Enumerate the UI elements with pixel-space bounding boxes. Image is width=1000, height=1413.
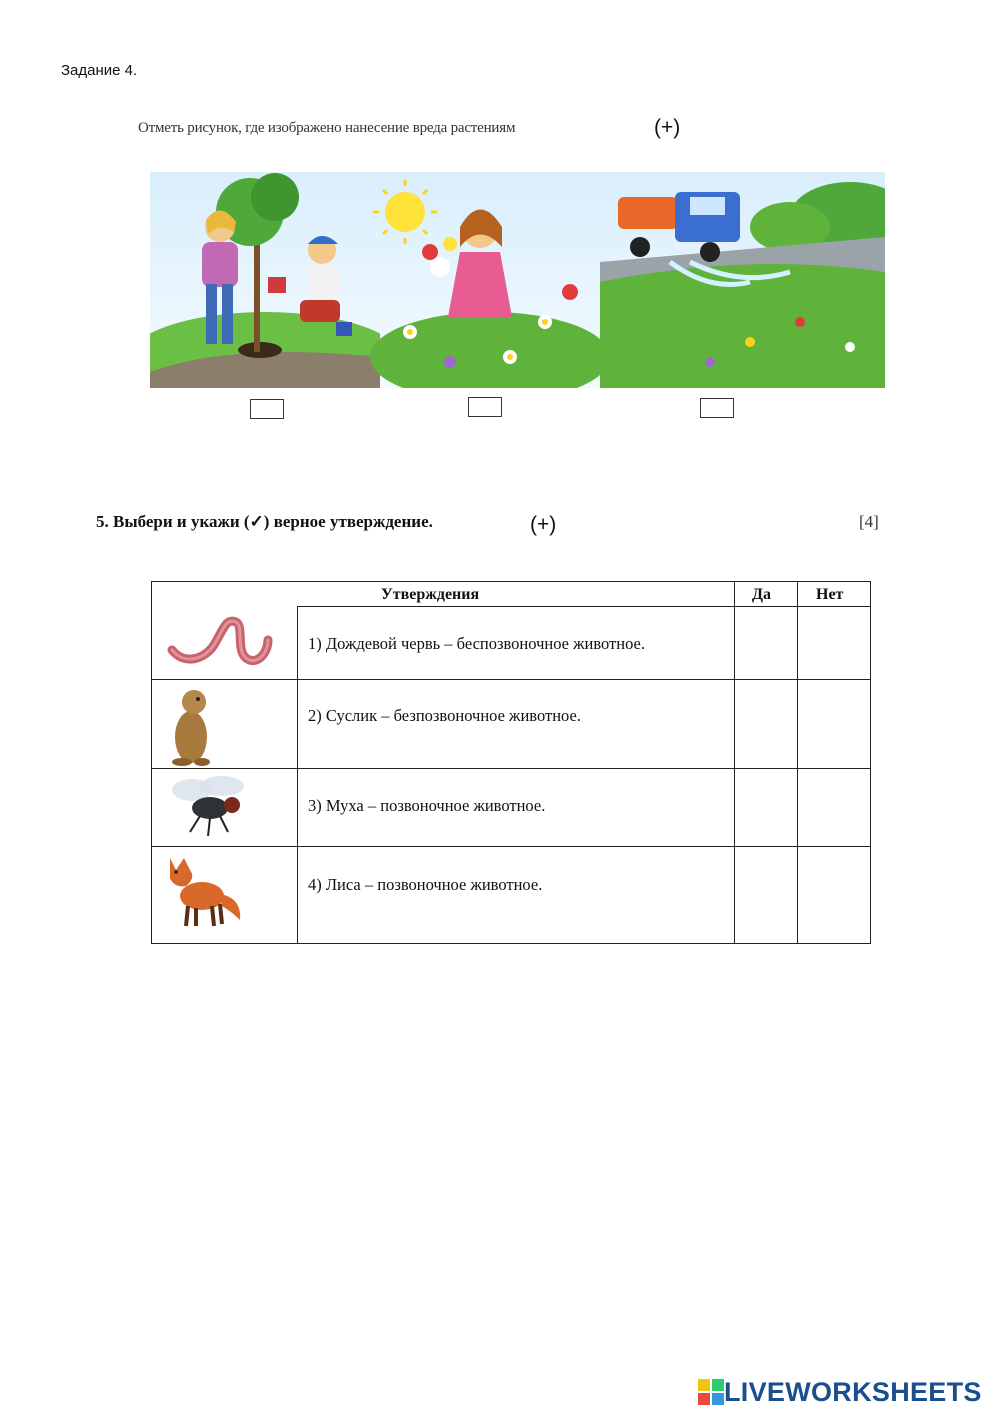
brand-name: LIVEWORKSHEETS — [724, 1377, 982, 1407]
watering-truck-picture — [600, 172, 885, 388]
cell-yes-2[interactable] — [735, 680, 797, 768]
fly-icon — [170, 772, 250, 842]
task4-heading: Задание 4. — [61, 62, 138, 79]
cell-no-1[interactable] — [798, 607, 870, 679]
liveworksheets-logo-icon — [698, 1379, 724, 1407]
cell-yes-3[interactable] — [735, 769, 797, 846]
liveworksheets-logo — [698, 1377, 982, 1408]
task4-instruction: Отметь рисунок, где изображено нанесение вреда растениям — [138, 120, 516, 136]
statement-2: 2) Суслик – безпозвоночное животное. — [308, 706, 581, 725]
answer-box-picture-1[interactable] — [250, 399, 284, 419]
cell-no-4[interactable] — [798, 847, 870, 943]
task5-points: [4] — [859, 512, 879, 531]
statement-4: 4) Лиса – позвоночное животное. — [308, 875, 543, 894]
answer-box-picture-2[interactable] — [468, 397, 502, 417]
gopher-icon — [164, 682, 219, 767]
picking-flowers-picture — [370, 172, 610, 388]
planting-tree-picture — [150, 172, 405, 388]
task5-plus-mark: (+) — [530, 513, 557, 536]
header-statements: Утверждения — [381, 586, 480, 603]
cell-yes-1[interactable] — [735, 607, 797, 679]
task5-heading: 5. Выбери и укажи (✓) верное утверждение. — [96, 512, 433, 531]
statements-table — [151, 581, 871, 944]
statement-1: 1) Дождевой червь – беспозвоночное животное. — [308, 634, 645, 653]
task4-plus-mark: (+) — [654, 116, 681, 139]
scene-illustration-strip — [150, 172, 885, 388]
answer-box-picture-3[interactable] — [700, 398, 734, 418]
cell-no-2[interactable] — [798, 680, 870, 768]
cell-yes-4[interactable] — [735, 847, 797, 943]
cell-no-3[interactable] — [798, 769, 870, 846]
fox-icon — [162, 848, 247, 930]
statement-3: 3) Муха – позвоночное животное. — [308, 796, 546, 815]
earthworm-icon — [164, 610, 274, 670]
header-no: Нет — [816, 586, 844, 603]
header-yes: Да — [752, 586, 772, 603]
